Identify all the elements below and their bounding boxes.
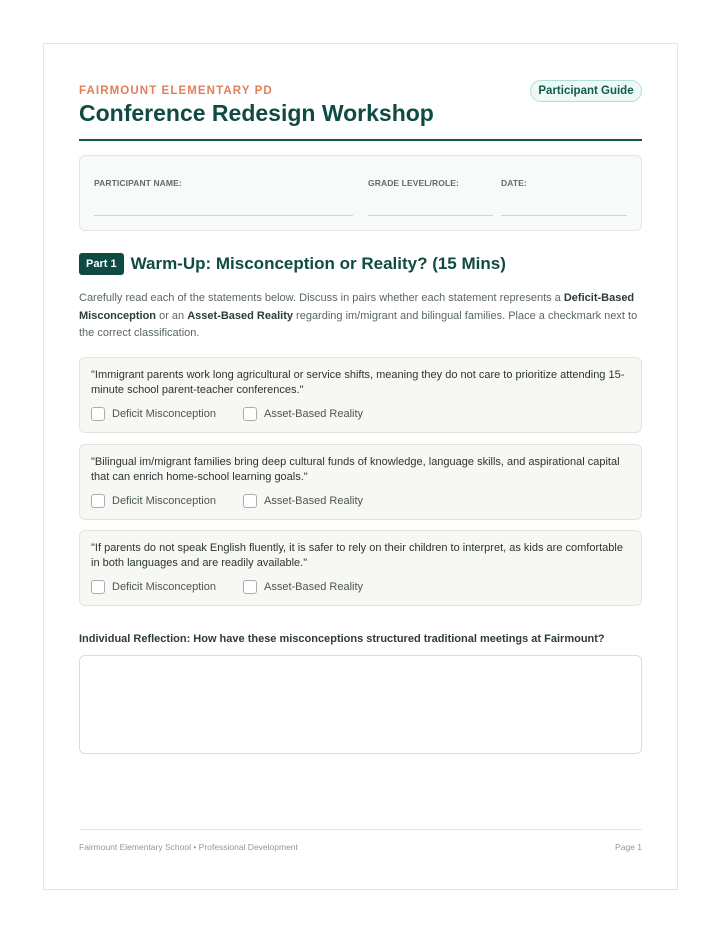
grade-level-line[interactable] [368, 215, 493, 216]
participant-name-field[interactable] [94, 178, 354, 188]
option-label: Deficit Misconception [112, 495, 216, 507]
asset-based-reality-option[interactable] [243, 580, 363, 594]
page-title: Conference Redesign Workshop [79, 100, 434, 126]
checkbox[interactable] [243, 407, 257, 421]
option-label: Asset-Based Reality [264, 581, 364, 593]
participant-guide-badge: Participant Guide [530, 80, 642, 102]
grade-level-field[interactable] [368, 178, 494, 188]
grade-level-label: GRADE LEVEL/ROLE: [368, 178, 459, 188]
checkbox[interactable] [91, 494, 105, 508]
footer-divider [79, 829, 642, 830]
deficit-misconception-option[interactable] [91, 494, 216, 508]
deficit-misconception-option[interactable] [91, 407, 216, 421]
option-label: Asset-Based Reality [264, 408, 364, 420]
asset-based-reality-option[interactable] [243, 407, 363, 421]
section-title: Warm-Up: Misconception or Reality? (15 Mins) [130, 254, 506, 273]
statement-card [79, 444, 642, 520]
checkbox[interactable] [243, 580, 257, 594]
option-label: Deficit Misconception [112, 581, 216, 593]
instructions-paragraph: Carefully read each of the statements below. Discuss in pairs whether each statement represents a Deficit-Based Misconception or an Asset-Based Reality regarding im/migrant and bilingual families. Place a checkmark next to the correct classification. [79, 292, 638, 339]
date-field[interactable] [501, 178, 628, 188]
statement-text: "Bilingual im/migrant families bring deep cultural funds of knowledge, language skills, and aspirational capital that can enrich home-school learning goals." [91, 456, 620, 483]
option-label: Asset-Based Reality [264, 495, 364, 507]
date-line[interactable] [501, 215, 627, 216]
deficit-misconception-option[interactable] [91, 580, 216, 594]
worksheet-page [43, 43, 678, 890]
statement-text: "If parents do not speak English fluently, it is safer to rely on their children to interpret, as kids are comfortable in both languages and are readily available." [91, 542, 623, 569]
checkbox[interactable] [91, 407, 105, 421]
checkbox[interactable] [91, 580, 105, 594]
participant-info-box [79, 155, 642, 231]
participant-name-label: PARTICIPANT NAME: [94, 178, 182, 188]
reflection-prompt: Individual Reflection: How have these misconceptions structured traditional meetings at Fairmount? [79, 633, 605, 645]
statement-card [79, 530, 642, 606]
section-heading [79, 253, 506, 275]
title-divider [79, 139, 642, 141]
part-tag: Part 1 [79, 253, 124, 275]
page-number: Page 1 [615, 842, 642, 852]
statement-card [79, 357, 642, 433]
organization-eyebrow: FAIRMOUNT ELEMENTARY PD [79, 85, 273, 97]
option-label: Deficit Misconception [112, 408, 216, 420]
participant-name-line[interactable] [94, 215, 353, 216]
statement-text: "Immigrant parents work long agricultural or service shifts, meaning they do not care to prioritize attending 15-minute school parent-teacher conferences." [91, 369, 625, 396]
reflection-textarea[interactable] [79, 655, 642, 754]
asset-based-reality-option[interactable] [243, 494, 363, 508]
checkbox[interactable] [243, 494, 257, 508]
footer-school: Fairmount Elementary School • Professional Development [79, 842, 298, 852]
date-label: DATE: [501, 178, 527, 188]
